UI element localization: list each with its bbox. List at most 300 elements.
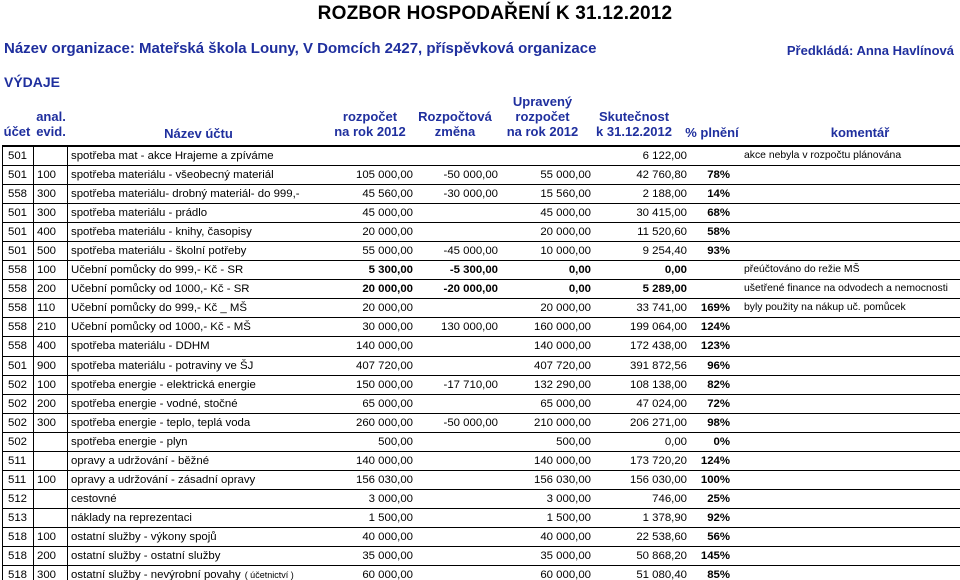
cell-ucet-text: 502 [8,416,28,429]
col-skutecnost-header-2: k 31.12.2012 [596,124,672,139]
col-zmena-header: Rozpočtová [418,109,492,124]
cell-skutecnost [591,395,687,413]
cell-skutecnost [591,261,687,279]
cell-komentar-text: přeúčtováno do režie MŠ [744,264,860,276]
cell-ucet [3,509,34,527]
cell-skutecnost [591,357,687,375]
cell-anal [34,395,68,413]
cell-skutecnost-text: 42 760,80 [636,169,687,182]
cell-ucet [3,395,34,413]
cell-zmena [413,566,498,580]
table-row [3,452,960,471]
table-row [3,490,960,509]
cell-anal [34,433,68,451]
cell-plneni [687,357,730,375]
cell-ucet [3,357,34,375]
cell-komentar [740,509,960,527]
cell-skutecnost [591,337,687,355]
cell-zmena [413,490,498,508]
cell-plneni-text: 98% [707,416,730,429]
table-row [3,337,960,356]
cell-ucet [3,299,34,317]
table-row [3,547,960,566]
cell-plneni [687,547,730,565]
cell-anal [34,185,68,203]
cell-skutecnost [591,509,687,527]
cell-anal [34,528,68,546]
cell-skutecnost-text: 108 138,00 [629,378,687,391]
cell-name-text: spotřeba materiálu- drobný materiál- do 999,- [71,188,300,201]
cell-anal-text: 900 [37,359,57,372]
page-title: ROZBOR HOSPODAŘENÍ K 31.12.2012 [317,3,673,24]
cell-zmena [413,280,498,298]
cell-anal [34,147,68,165]
cell-name [68,395,333,413]
cell-upraveny [498,547,591,565]
cell-ucet-text: 502 [8,397,28,410]
cell-komentar [740,376,960,394]
cell-anal-text: 400 [37,340,57,353]
cell-skutecnost [591,471,687,489]
cell-rozpocet [333,528,413,546]
cell-ucet [3,452,34,470]
cell-name-text: spotřeba energie - vodné, stočné [71,397,238,410]
cell-anal [34,357,68,375]
cell-zmena [413,242,498,260]
cell-zmena [413,471,498,489]
cell-name-text: ostatní služby - nevýrobní povahy [71,569,241,580]
cell-skutecnost [591,414,687,432]
cell-name [68,452,333,470]
cell-plneni [687,318,730,336]
cell-anal-text: 300 [37,188,57,201]
cell-anal-text: 300 [37,569,57,580]
cell-ucet-text: 513 [8,511,28,524]
cell-upraveny-text: 0,00 [568,283,591,296]
cell-skutecnost-text: 5 289,00 [642,283,687,296]
cell-ucet-text: 518 [8,530,28,543]
cell-plneni [687,376,730,394]
cell-anal [34,166,68,184]
cell-upraveny-text: 0,00 [568,264,591,277]
cell-skutecnost [591,280,687,298]
cell-name [68,147,333,165]
cell-name-text: opravy a udržování - zásadní opravy [71,473,256,486]
cell-skutecnost-text: 50 868,20 [636,549,687,562]
cell-plneni [687,490,730,508]
col-upraveny-header-2: rozpočet [515,109,570,124]
cell-anal [34,566,68,580]
cell-ucet [3,566,34,580]
cell-rozpocet [333,357,413,375]
table-row [3,318,960,337]
cell-skutecnost-text: 51 080,40 [636,569,687,580]
cell-komentar [740,223,960,241]
cell-rozpocet-text: 140 000,00 [355,454,413,467]
cell-zmena-text: -50 000,00 [443,169,498,182]
cell-upraveny-text: 35 000,00 [540,549,591,562]
cell-upraveny [498,528,591,546]
cell-upraveny-text: 60 000,00 [540,569,591,580]
cell-rozpocet [333,204,413,222]
cell-ucet-text: 501 [8,245,28,258]
cell-upraveny-text: 160 000,00 [533,321,591,334]
cell-upraveny-text: 1 500,00 [546,511,591,524]
section-title: VÝDAJE [4,74,61,90]
col-zmena-header-2: změna [434,124,476,139]
cell-rozpocet-text: 1 500,00 [368,511,413,524]
cell-ucet [3,223,34,241]
cell-rozpocet [333,547,413,565]
cell-name [68,299,333,317]
cell-zmena [413,433,498,451]
table-row [3,280,960,299]
table-row [3,223,960,242]
cell-name-note: ( účetnictví ) [244,570,294,580]
cell-upraveny-text: 45 000,00 [540,207,591,220]
cell-rozpocet [333,261,413,279]
cell-name [68,376,333,394]
col-rozpocet-header: rozpočet [342,109,398,124]
cell-name-text: opravy a udržování - běžné [71,454,210,467]
cell-rozpocet-text: 30 000,00 [362,321,413,334]
table-row [3,166,960,185]
cell-rozpocet [333,242,413,260]
cell-name [68,490,333,508]
cell-komentar [740,357,960,375]
cell-upraveny-text: 500,00 [556,435,591,448]
cell-ucet [3,280,34,298]
cell-skutecnost-text: 2 188,00 [642,188,687,201]
cell-komentar [740,166,960,184]
cell-ucet-text: 518 [8,569,28,580]
cell-zmena-text: -17 710,00 [443,378,498,391]
cell-plneni [687,395,730,413]
cell-zmena [413,299,498,317]
cell-komentar-text: byly použity na nákup uč. pomůcek [744,302,906,314]
cell-plneni [687,337,730,355]
cell-komentar [740,261,960,279]
cell-zmena [413,509,498,527]
cell-name-text: ostatní služby - ostatní služby [71,549,221,562]
cell-ucet [3,242,34,260]
cell-skutecnost [591,452,687,470]
cell-name [68,185,333,203]
cell-rozpocet-text: 140 000,00 [355,340,413,353]
cell-skutecnost-text: 1 378,90 [642,511,687,524]
cell-skutecnost-text: 6 122,00 [642,150,687,162]
cell-rozpocet [333,471,413,489]
cell-plneni-text: 72% [707,397,730,410]
cell-skutecnost-text: 199 064,00 [629,321,687,334]
cell-anal [34,280,68,298]
cell-upraveny-text: 407 720,00 [533,359,591,372]
table-row [3,204,960,223]
cell-plneni-text: 78% [707,169,730,182]
cell-anal-text: 400 [37,226,57,239]
cell-rozpocet-text: 500,00 [378,435,413,448]
table-row [3,242,960,261]
col-skutecnost-header: Skutečnost [598,109,670,124]
cell-plneni [687,433,730,451]
cell-komentar [740,433,960,451]
cell-ucet [3,376,34,394]
table-row [3,299,960,318]
cell-upraveny [498,395,591,413]
col-rozpocet-header-2: na rok 2012 [334,124,406,139]
cell-plneni-text: 82% [707,378,730,391]
cell-plneni [687,566,730,580]
cell-plneni [687,452,730,470]
cell-anal [34,299,68,317]
cell-rozpocet [333,223,413,241]
cell-zmena-text: -5 300,00 [449,264,498,277]
cell-anal-text: 300 [37,416,57,429]
cell-anal-text: 100 [37,264,57,277]
cell-plneni-text: 169% [700,302,730,315]
cell-skutecnost [591,185,687,203]
cell-komentar [740,242,960,260]
cell-name-text: spotřeba energie - elektrická energie [71,378,256,391]
cell-ucet-text: 502 [8,435,28,448]
cell-upraveny [498,204,591,222]
cell-zmena [413,357,498,375]
cell-plneni-text: 92% [707,511,730,524]
cell-rozpocet-text: 260 000,00 [355,416,413,429]
cell-rozpocet [333,433,413,451]
table-row [3,566,960,580]
cell-upraveny [498,452,591,470]
cell-ucet-text: 558 [8,283,28,296]
cell-skutecnost-text: 391 872,56 [629,359,687,372]
cell-skutecnost-text: 47 024,00 [636,397,687,410]
cell-name-text: spotřeba materiálu - knihy, časopisy [71,226,252,239]
cell-plneni [687,280,730,298]
cell-skutecnost-text: 172 438,00 [629,340,687,353]
cell-name-text: Učební pomůcky do 999,- Kč _ MŠ [71,302,248,315]
cell-upraveny [498,357,591,375]
cell-name-text: ostatní služby - výkony spojů [71,530,217,543]
table-row [3,357,960,376]
col-upraveny-header: Upravený [512,94,573,109]
organization-name: Název organizace: Mateřská škola Louny, V Domcích 2427, příspěvková organizace [4,40,597,57]
cell-zmena [413,147,498,165]
cell-plneni [687,223,730,241]
cell-name-text: náklady na reprezentaci [71,511,192,524]
cell-zmena-text: -50 000,00 [443,416,498,429]
cell-rozpocet-text: 35 000,00 [362,549,413,562]
cell-skutecnost-text: 22 538,60 [636,530,687,543]
cell-rozpocet [333,509,413,527]
cell-plneni [687,471,730,489]
cell-name-text: Učební pomůcky od 1000,- Kč - SR [71,283,250,296]
cell-name [68,337,333,355]
cell-rozpocet [333,490,413,508]
cell-name [68,433,333,451]
cell-name [68,223,333,241]
cell-zmena [413,376,498,394]
cell-upraveny [498,509,591,527]
table-row [3,261,960,280]
cell-komentar [740,337,960,355]
col-anal-header: anal. [36,109,66,124]
cell-skutecnost [591,242,687,260]
cell-ucet [3,166,34,184]
col-ucet-header: účet [3,124,31,139]
cell-zmena [413,395,498,413]
cell-plneni-text: 14% [707,188,730,201]
cell-ucet-text: 501 [8,207,28,220]
cell-upraveny-text: 156 030,00 [533,473,591,486]
cell-rozpocet [333,414,413,432]
col-upraveny-header-3: na rok 2012 [506,124,579,139]
cell-name [68,280,333,298]
cell-rozpocet-text: 65 000,00 [362,397,413,410]
cell-plneni-text: 123% [700,340,730,353]
cell-anal [34,471,68,489]
cell-rozpocet [333,452,413,470]
cell-zmena [413,337,498,355]
cell-upraveny [498,280,591,298]
cell-anal [34,261,68,279]
cell-komentar-text: ušetřené finance na odvodech a nemocnosti [744,283,948,295]
cell-rozpocet-text: 150 000,00 [355,378,413,391]
table-row [3,414,960,433]
col-name-header: Název účtu [164,126,233,141]
cell-name [68,566,333,580]
cell-komentar [740,299,960,317]
cell-ucet-text: 558 [8,302,28,315]
cell-name-text: Učební pomůcky do 999,- Kč - SR [71,264,244,277]
cell-zmena [413,452,498,470]
cell-plneni [687,299,730,317]
cell-skutecnost-text: 206 271,00 [629,416,687,429]
cell-ucet [3,528,34,546]
cell-rozpocet [333,280,413,298]
cell-anal [34,223,68,241]
cell-plneni [687,528,730,546]
cell-name [68,166,333,184]
cell-rozpocet [333,147,413,165]
cell-skutecnost-text: 30 415,00 [636,207,687,220]
cell-plneni-text: 68% [707,207,730,220]
cell-skutecnost [591,147,687,165]
cell-name-text: spotřeba materiálu - DDHM [71,340,210,353]
cell-zmena-text: 130 000,00 [440,321,498,334]
cell-skutecnost-text: 156 030,00 [629,473,687,486]
cell-rozpocet-text: 40 000,00 [362,530,413,543]
cell-rozpocet [333,395,413,413]
cell-anal [34,414,68,432]
cell-rozpocet [333,566,413,580]
cell-skutecnost-text: 173 720,20 [629,454,687,467]
cell-anal [34,547,68,565]
cell-zmena [413,318,498,336]
cell-name-text: spotřeba materiálu - školní potřeby [71,245,247,258]
cell-name [68,528,333,546]
cell-upraveny-text: 132 290,00 [533,378,591,391]
cell-upraveny-text: 210 000,00 [533,416,591,429]
cell-ucet [3,147,34,165]
cell-anal-text: 500 [37,245,57,258]
organization-line [4,40,956,60]
cell-ucet-text: 501 [8,226,28,239]
cell-name [68,242,333,260]
cell-plneni [687,509,730,527]
cell-anal-text: 110 [37,302,56,315]
cell-upraveny-text: 40 000,00 [540,530,591,543]
cell-skutecnost-text: 0,00 [664,435,687,448]
cell-ucet-text: 558 [8,321,28,334]
cell-name-text: spotřeba energie - plyn [71,435,188,448]
expense-table [2,145,960,580]
cell-plneni-text: 85% [707,569,730,580]
cell-plneni [687,414,730,432]
cell-zmena [413,204,498,222]
cell-skutecnost-text: 746,00 [652,492,687,505]
cell-upraveny [498,566,591,580]
cell-upraveny [498,223,591,241]
cell-plneni-text: 96% [707,359,730,372]
cell-skutecnost [591,166,687,184]
cell-skutecnost [591,490,687,508]
cell-ucet [3,471,34,489]
cell-name-text: spotřeba materiálu - prádlo [71,207,208,220]
cell-upraveny-text: 140 000,00 [533,454,591,467]
cell-zmena [413,547,498,565]
cell-upraveny [498,166,591,184]
cell-rozpocet-text: 45 560,00 [362,188,413,201]
cell-upraveny [498,490,591,508]
cell-anal-text: 100 [37,473,57,486]
cell-skutecnost [591,299,687,317]
cell-rozpocet-text: 45 000,00 [362,207,413,220]
cell-name-text: spotřeba materiálu - potraviny ve ŠJ [71,359,254,372]
col-komentar-header: komentář [830,125,890,140]
cell-ucet [3,490,34,508]
table-row [3,185,960,204]
cell-plneni-text: 56% [707,530,730,543]
cell-zmena [413,261,498,279]
cell-rozpocet-text: 156 030,00 [355,473,413,486]
cell-skutecnost [591,528,687,546]
cell-plneni-text: 145% [700,549,730,562]
cell-anal-text: 100 [37,169,57,182]
cell-komentar [740,395,960,413]
cell-name [68,414,333,432]
cell-rozpocet [333,166,413,184]
cell-rozpocet [333,318,413,336]
cell-zmena [413,185,498,203]
cell-plneni [687,261,730,279]
cell-upraveny [498,242,591,260]
cell-upraveny [498,147,591,165]
cell-plneni [687,166,730,184]
cell-anal-text: 200 [37,283,57,296]
cell-upraveny-text: 20 000,00 [540,302,591,315]
cell-anal-text: 100 [37,530,57,543]
cell-name [68,204,333,222]
cell-plneni [687,242,730,260]
cell-upraveny [498,337,591,355]
cell-zmena-text: -45 000,00 [443,245,498,258]
cell-upraveny [498,433,591,451]
table-row [3,395,960,414]
table-row [3,471,960,490]
cell-upraveny-text: 3 000,00 [546,492,591,505]
cell-anal-text: 200 [37,397,57,410]
cell-ucet [3,433,34,451]
